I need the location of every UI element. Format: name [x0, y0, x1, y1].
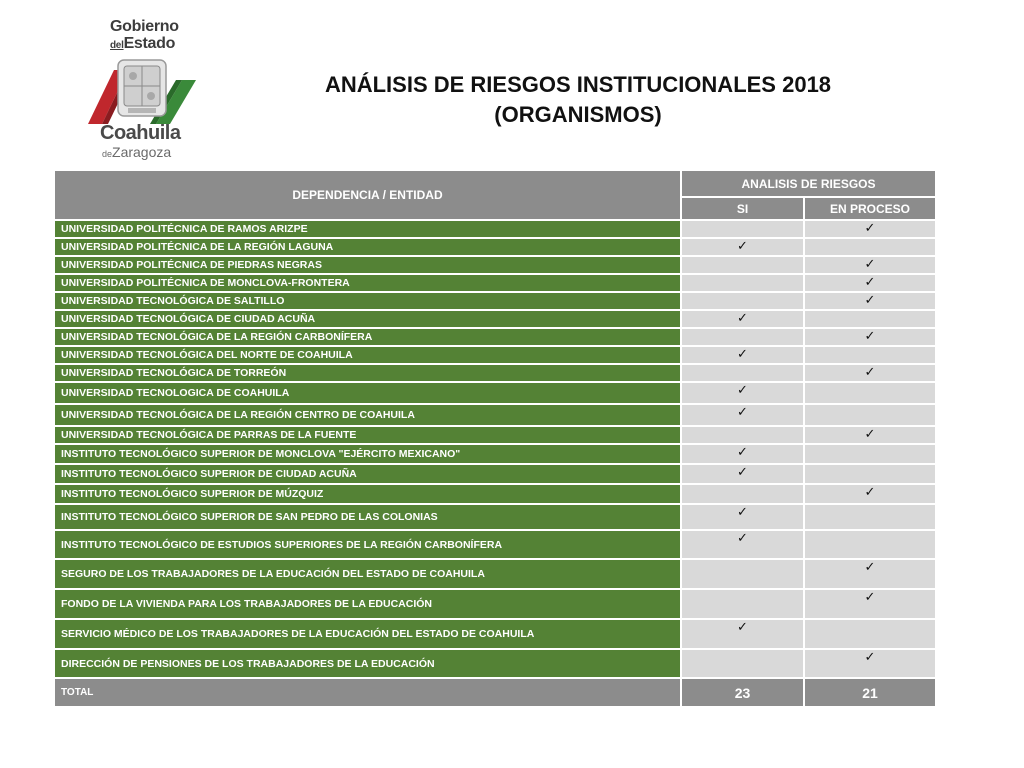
row-entity-name: UNIVERSIDAD TECNOLÓGICA DE LA REGIÓN CARBONÍFERA	[54, 328, 681, 346]
row-en-proceso-check: ✓	[804, 220, 936, 238]
row-si-check	[681, 364, 804, 382]
row-entity-name: FONDO DE LA VIVIENDA PARA LOS TRABAJADORES DE LA EDUCACIÓN	[54, 589, 681, 619]
table-row	[54, 404, 936, 426]
table-row	[54, 364, 936, 382]
row-en-proceso-check: ✓	[804, 364, 936, 382]
government-logo	[88, 18, 198, 160]
logo-state-name: Coahuila	[100, 122, 181, 144]
table-row	[54, 444, 936, 464]
row-entity-name: UNIVERSIDAD TECNOLÓGICA DE CIUDAD ACUÑA	[54, 310, 681, 328]
row-si-check: ✓	[681, 530, 804, 559]
row-si-check	[681, 292, 804, 310]
table-row	[54, 464, 936, 484]
logo-line1: Gobierno	[110, 18, 179, 35]
table-row	[54, 292, 936, 310]
row-en-proceso-check	[804, 504, 936, 530]
coat-of-arms-icon	[88, 58, 196, 124]
logo-zaragoza	[102, 144, 171, 160]
row-si-check: ✓	[681, 346, 804, 364]
table-row	[54, 504, 936, 530]
row-entity-name: UNIVERSIDAD POLITÉCNICA DE LA REGIÓN LAGUNA	[54, 238, 681, 256]
table-row	[54, 346, 936, 364]
row-en-proceso-check: ✓	[804, 274, 936, 292]
row-si-check: ✓	[681, 619, 804, 649]
row-en-proceso-check: ✓	[804, 292, 936, 310]
page-title	[300, 70, 856, 130]
row-entity-name: UNIVERSIDAD POLITÉCNICA DE RAMOS ARIZPE	[54, 220, 681, 238]
header-en-proceso: EN PROCESO	[804, 197, 936, 220]
row-si-check	[681, 426, 804, 444]
total-row	[54, 678, 936, 707]
row-si-check: ✓	[681, 404, 804, 426]
table-row	[54, 220, 936, 238]
row-entity-name: UNIVERSIDAD TECNOLÓGICA DE PARRAS DE LA FUENTE	[54, 426, 681, 444]
row-entity-name: UNIVERSIDAD TECNOLÓGICA DEL NORTE DE COAHUILA	[54, 346, 681, 364]
row-entity-name: INSTITUTO TECNOLÓGICO SUPERIOR DE SAN PEDRO DE LAS COLONIAS	[54, 504, 681, 530]
row-en-proceso-check	[804, 238, 936, 256]
table-row	[54, 619, 936, 649]
row-si-check	[681, 220, 804, 238]
table-row	[54, 382, 936, 404]
table-row	[54, 589, 936, 619]
table-row	[54, 256, 936, 274]
table-row	[54, 649, 936, 678]
row-entity-name: SEGURO DE LOS TRABAJADORES DE LA EDUCACIÓN DEL ESTADO DE COAHUILA	[54, 559, 681, 589]
logo-line2: Estado	[123, 35, 176, 52]
risk-analysis-table	[53, 169, 937, 708]
row-si-check	[681, 559, 804, 589]
row-entity-name: UNIVERSIDAD TECNOLÓGICA DE TORREÓN	[54, 364, 681, 382]
row-si-check: ✓	[681, 238, 804, 256]
row-en-proceso-check	[804, 464, 936, 484]
row-si-check: ✓	[681, 382, 804, 404]
row-entity-name: DIRECCIÓN DE PENSIONES DE LOS TRABAJADORES DE LA EDUCACIÓN	[54, 649, 681, 678]
row-en-proceso-check: ✓	[804, 256, 936, 274]
logo-zaragoza-text: Zaragoza	[112, 144, 172, 160]
total-label: TOTAL	[54, 678, 681, 707]
row-si-check	[681, 256, 804, 274]
row-si-check	[681, 328, 804, 346]
total-si: 23	[681, 678, 804, 707]
row-entity-name: INSTITUTO TECNOLÓGICO SUPERIOR DE CIUDAD ACUÑA	[54, 464, 681, 484]
title-line2: (ORGANISMOS)	[494, 102, 662, 127]
row-entity-name: SERVICIO MÉDICO DE LOS TRABAJADORES DE LA EDUCACIÓN DEL ESTADO DE COAHUILA	[54, 619, 681, 649]
row-en-proceso-check	[804, 619, 936, 649]
logo-line2-small: del	[110, 40, 124, 51]
row-en-proceso-check	[804, 382, 936, 404]
table-row	[54, 238, 936, 256]
row-entity-name: INSTITUTO TECNOLÓGICO DE ESTUDIOS SUPERIORES DE LA REGIÓN CARBONÍFERA	[54, 530, 681, 559]
total-en-proceso: 21	[804, 678, 936, 707]
row-en-proceso-check	[804, 530, 936, 559]
table-row	[54, 484, 936, 504]
row-si-check: ✓	[681, 444, 804, 464]
row-en-proceso-check: ✓	[804, 559, 936, 589]
row-si-check	[681, 484, 804, 504]
row-si-check: ✓	[681, 464, 804, 484]
row-si-check: ✓	[681, 504, 804, 530]
header-dependencia: DEPENDENCIA / ENTIDAD	[54, 170, 681, 220]
logo-de: de	[102, 149, 113, 159]
row-entity-name: UNIVERSIDAD TECNOLOGICA DE COAHUILA	[54, 382, 681, 404]
row-en-proceso-check: ✓	[804, 328, 936, 346]
row-entity-name: UNIVERSIDAD POLITÉCNICA DE MONCLOVA-FRONTERA	[54, 274, 681, 292]
row-en-proceso-check: ✓	[804, 649, 936, 678]
row-en-proceso-check	[804, 444, 936, 464]
row-en-proceso-check	[804, 346, 936, 364]
row-entity-name: UNIVERSIDAD TECNOLÓGICA DE LA REGIÓN CENTRO DE COAHUILA	[54, 404, 681, 426]
logo-gobierno-text	[110, 18, 179, 54]
table-body	[54, 220, 936, 678]
row-en-proceso-check: ✓	[804, 484, 936, 504]
row-si-check	[681, 589, 804, 619]
table-row	[54, 530, 936, 559]
header-analisis: ANALISIS DE RIESGOS	[681, 170, 936, 197]
table-row	[54, 274, 936, 292]
row-en-proceso-check	[804, 310, 936, 328]
table-row	[54, 328, 936, 346]
row-si-check: ✓	[681, 310, 804, 328]
table-row	[54, 559, 936, 589]
row-en-proceso-check	[804, 404, 936, 426]
row-si-check	[681, 274, 804, 292]
title-line1: ANÁLISIS DE RIESGOS INSTITUCIONALES 2018	[324, 72, 832, 97]
row-entity-name: INSTITUTO TECNOLÓGICO SUPERIOR DE MÚZQUIZ	[54, 484, 681, 504]
row-en-proceso-check: ✓	[804, 426, 936, 444]
header-si: SI	[681, 197, 804, 220]
row-entity-name: INSTITUTO TECNOLÓGICO SUPERIOR DE MONCLOVA "EJÉRCITO MEXICANO"	[54, 444, 681, 464]
row-si-check	[681, 649, 804, 678]
table-row	[54, 426, 936, 444]
table-row	[54, 310, 936, 328]
row-entity-name: UNIVERSIDAD POLITÉCNICA DE PIEDRAS NEGRAS	[54, 256, 681, 274]
row-en-proceso-check: ✓	[804, 589, 936, 619]
row-entity-name: UNIVERSIDAD TECNOLÓGICA DE SALTILLO	[54, 292, 681, 310]
